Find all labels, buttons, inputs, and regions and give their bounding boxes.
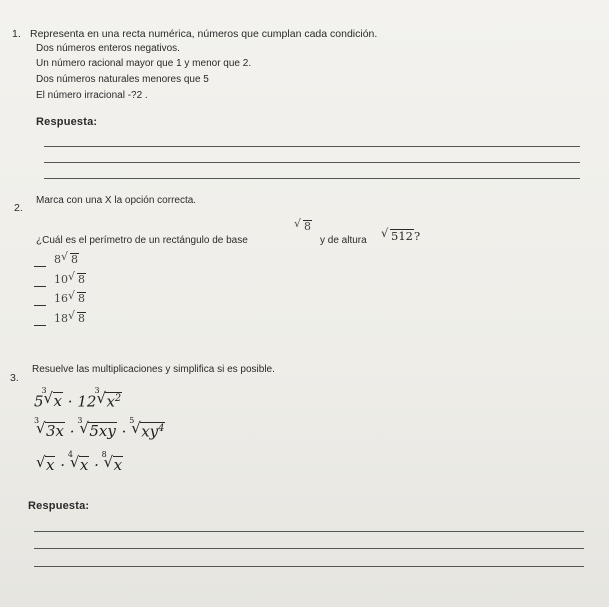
q1-item-3: Dos números naturales menores que 5 (36, 74, 209, 85)
q2-base-sqrt: √ 8 (294, 220, 312, 234)
q2-option-4-blank[interactable] (34, 325, 46, 326)
q3-answer-line-1[interactable] (34, 531, 584, 532)
q3-expression-3: √ x · √ 4 x · √ 8 x (36, 456, 123, 474)
q1-answer-line-1[interactable] (44, 146, 580, 147)
q2-option-3[interactable]: 16√ 8 (54, 292, 86, 306)
q3-answer-label: Respuesta: (28, 500, 90, 512)
q3-expression-1: 5 √ 3 x · 12 √ 3 $x^2$ (34, 392, 122, 411)
q2-question-part2: y de altura (320, 235, 367, 246)
q2-option-2[interactable]: 10√ 8 (54, 273, 86, 287)
q3-answer-line-2[interactable] (34, 548, 584, 549)
q3-expression-2: √ 3 3x · √ 3 5xy · √ 5 $xy^4$ (36, 422, 165, 441)
q2-number: 2. (14, 202, 23, 214)
q2-option-1-blank[interactable] (34, 266, 46, 267)
q2-height-sqrt: √ 512? (381, 229, 420, 243)
q2-question-part1: ¿Cuál es el perímetro de un rectángulo de base (36, 235, 248, 246)
q2-option-1[interactable]: 8√ 8 (54, 253, 79, 267)
q1-answer-label: Respuesta: (36, 116, 98, 128)
q3-answer-line-3[interactable] (34, 566, 584, 567)
q3-number: 3. (10, 372, 19, 384)
q3-instruction: Resuelve las multiplicaciones y simplifica si es posible. (32, 364, 275, 375)
q1-answer-line-2[interactable] (44, 162, 580, 163)
q2-option-3-blank[interactable] (34, 305, 46, 306)
q1-answer-line-3[interactable] (44, 178, 580, 179)
q1-prompt: Representa en una recta numérica, números que cumplan cada condición. (30, 28, 378, 40)
q1-item-2: Un número racional mayor que 1 y menor que 2. (36, 58, 252, 69)
q1-item-4: El número irracional -?2 . (36, 90, 148, 101)
q2-instruction: Marca con una X la opción correcta. (36, 195, 197, 206)
q1-number: 1. (12, 28, 21, 40)
q2-option-4[interactable]: 18√ 8 (54, 312, 86, 326)
q2-option-2-blank[interactable] (34, 286, 46, 287)
q1-item-1: Dos números enteros negativos. (36, 43, 180, 54)
